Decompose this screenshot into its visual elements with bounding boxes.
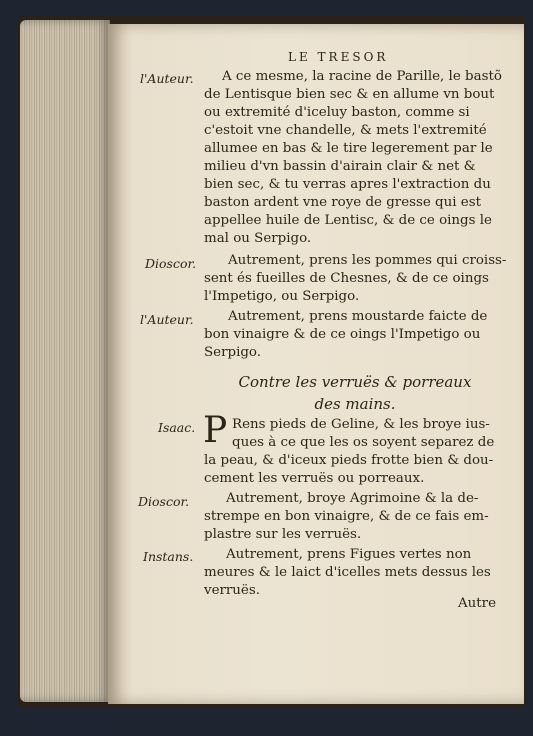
text-line: ou extremité d'iceluy baston, comme si (204, 105, 470, 120)
margin-note: Instans. (143, 549, 194, 564)
text-line: Serpigo. (204, 345, 262, 360)
margin-note: Dioscor. (145, 256, 197, 271)
text-line: la peau, & d'iceux pieds frotte bien & dou- (204, 453, 494, 468)
text-line: mal ou Serpigo. (204, 231, 312, 246)
text-line: plastre sur les verruës. (204, 527, 362, 542)
running-header: LE TRESOR (288, 50, 389, 64)
text-line: ques à ce que les os soyent separez de (232, 435, 495, 450)
text-line: Autrement, prens Figues vertes non (226, 547, 472, 562)
text-line: Autrement, broye Agrimoine & la de- (226, 491, 479, 506)
text-line: allumee en bas & le tire legerement par le (204, 141, 493, 156)
drop-cap: P (203, 410, 228, 451)
section-title: des mains. (314, 395, 396, 413)
text-line: meures & le laict d'icelles mets dessus les (204, 565, 491, 580)
text-line: l'Impetigo, ou Serpigo. (204, 289, 360, 304)
text-line: de Lentisque bien sec & en allume vn bout (204, 87, 495, 102)
text-line: appellee huile de Lentisc, & de ce oings le (204, 213, 492, 228)
text-line: Rens pieds de Geline, & les broye ius- (232, 417, 490, 432)
text-line: Autrement, prens moustarde faicte de (228, 309, 488, 324)
margin-note: Dioscor. (138, 494, 190, 509)
margin-note: Isaac. (158, 420, 196, 435)
catchword: Autre (458, 596, 497, 611)
text-line: Autrement, prens les pommes qui croiss- (228, 253, 507, 268)
margin-note: l'Auteur. (140, 71, 194, 86)
text-line: milieu d'vn bassin d'airain clair & net & (204, 159, 476, 174)
text-line: c'estoit vne chandelle, & mets l'extremité (204, 123, 487, 138)
text-line: bien sec, & tu verras apres l'extraction du (204, 177, 491, 192)
section-title: Contre les verruës & porreaux (238, 373, 472, 391)
text-line: bon vinaigre & de ce oings l'Impetigo ou (204, 327, 481, 342)
margin-note: l'Auteur. (140, 312, 194, 327)
text-line: A ce mesme, la racine de Parille, le bastõ (222, 69, 502, 84)
text-line: strempe en bon vinaigre, & de ce fais em- (204, 509, 489, 524)
text-line: verruës. (204, 583, 260, 598)
text-line: baston ardent vne roye de gresse qui est (204, 195, 481, 210)
text-line: sent és fueilles de Chesnes, & de ce oings (204, 271, 489, 286)
text-line: cement les verruës ou porreaux. (204, 471, 425, 486)
